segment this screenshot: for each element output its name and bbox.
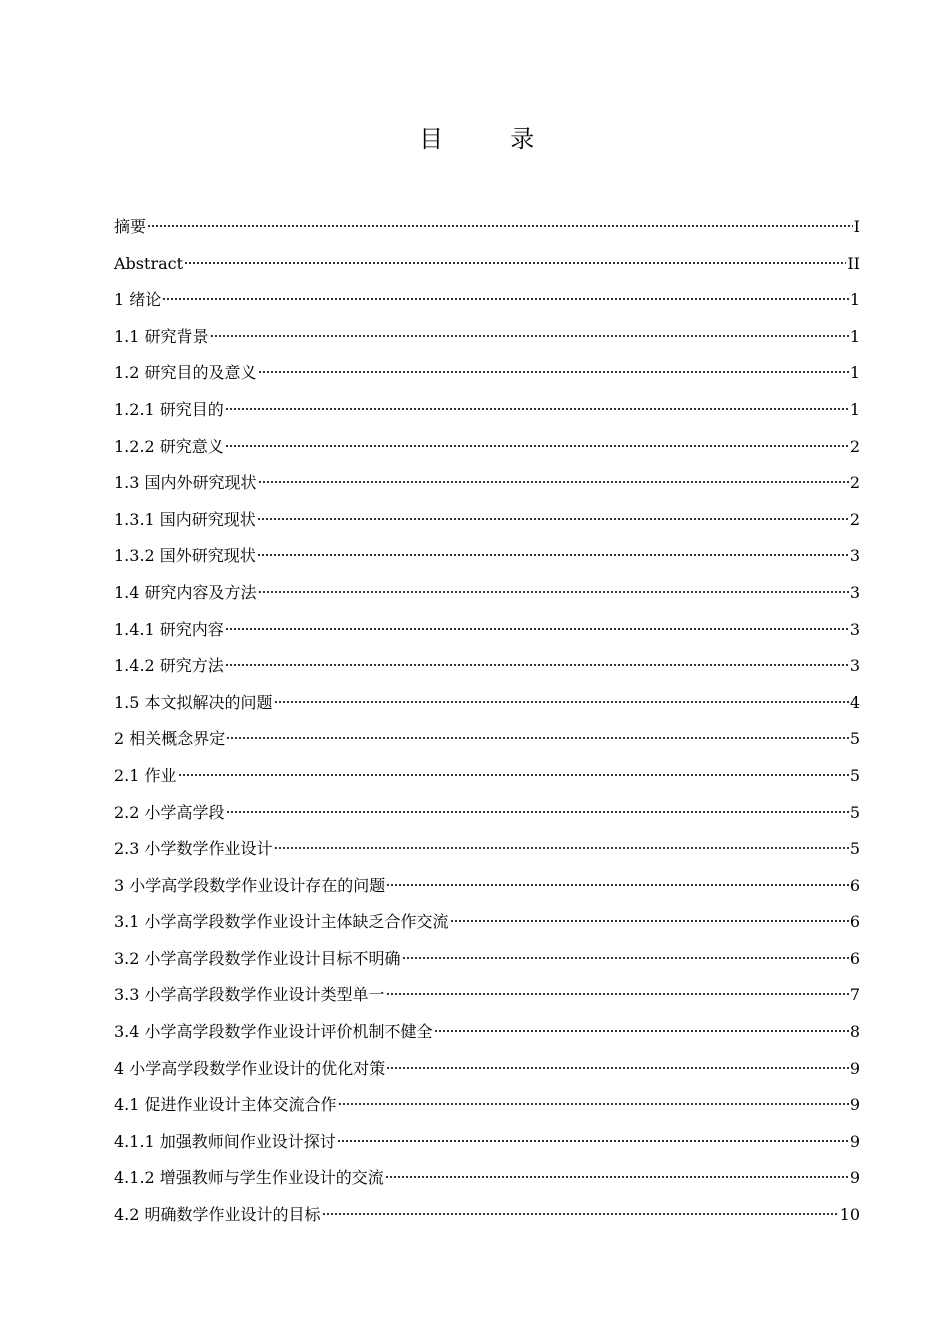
toc-entry-page: 9 (849, 1095, 860, 1115)
toc-entry-page: 9 (849, 1131, 860, 1151)
toc-entry-label: 3.1 小学高学段数学作业设计主体缺乏合作交流 (114, 912, 449, 932)
toc-entry-label: 3 小学高学段数学作业设计存在的问题 (114, 875, 386, 895)
toc-leader-dots (434, 1029, 849, 1033)
toc-leader-dots (225, 627, 849, 631)
toc-leader-dots (225, 663, 849, 667)
toc-entry-page: 6 (849, 875, 860, 895)
toc-leader-dots (402, 956, 849, 960)
toc-leader-dots (386, 1066, 849, 1070)
toc-leader-dots (385, 1175, 849, 1179)
toc-entry[interactable] (114, 868, 860, 905)
toc-entry[interactable] (114, 758, 860, 795)
toc-leader-dots (450, 919, 849, 923)
toc-leader-dots (210, 334, 849, 338)
toc-entry-label: 1.3 国内外研究现状 (114, 473, 257, 493)
toc-leader-dots (274, 846, 849, 850)
toc-entry-page: 5 (849, 765, 860, 785)
toc-entry-label: 1.5 本文拟解决的问题 (114, 692, 273, 712)
toc-entry[interactable] (114, 392, 860, 429)
toc-entry[interactable] (114, 319, 860, 356)
toc-entry-page: 10 (839, 1205, 860, 1225)
toc-entry-label: 摘要 (114, 217, 147, 236)
toc-entry-label: 1.4 研究内容及方法 (114, 582, 257, 602)
toc-leader-dots (225, 444, 849, 448)
toc-entry[interactable] (114, 1087, 860, 1124)
toc-leader-dots (386, 992, 849, 996)
toc-leader-dots (147, 224, 853, 228)
toc-entry-page: 1 (849, 363, 860, 383)
toc-entry[interactable] (114, 429, 860, 466)
toc-entry-label: 3.2 小学高学段数学作业设计目标不明确 (114, 948, 401, 968)
toc-entry-page: 1 (849, 326, 860, 346)
toc-leader-dots (258, 480, 849, 484)
toc-title: 目 录 (419, 125, 556, 153)
toc-leader-dots (226, 810, 849, 814)
toc-entry-page: 3 (849, 619, 860, 639)
toc-entry-label: 1.3.2 国外研究现状 (114, 546, 256, 566)
toc-entry-page: 9 (849, 1058, 860, 1078)
toc-entry-page: 3 (849, 656, 860, 676)
toc-entry-label: 1.3.1 国内研究现状 (114, 509, 256, 529)
toc-entry-label: 3.4 小学高学段数学作业设计评价机制不健全 (114, 1022, 433, 1042)
toc-leader-dots (225, 407, 849, 411)
toc-leader-dots (258, 590, 849, 594)
toc-entry-page: 5 (849, 802, 860, 822)
toc-entry[interactable] (114, 282, 860, 319)
toc-entry-label: 4.1.2 增强教师与学生作业设计的交流 (114, 1168, 384, 1188)
toc-entry-label: 1.2 研究目的及意义 (114, 363, 257, 383)
toc-entry-label: 4.2 明确数学作业设计的目标 (114, 1205, 321, 1225)
toc-entry[interactable] (114, 721, 860, 758)
toc-entry-label: 2.3 小学数学作业设计 (114, 839, 273, 859)
toc-entry-page: 2 (849, 509, 860, 529)
toc-entry-label: 4.1.1 加强教师间作业设计探讨 (114, 1131, 336, 1151)
toc-entry-page: 5 (849, 729, 860, 749)
toc-entry-page: 9 (849, 1168, 860, 1188)
toc-entry[interactable] (114, 1124, 860, 1161)
toc-entry-label: 1.1 研究背景 (114, 326, 209, 346)
toc-entry[interactable] (114, 977, 860, 1014)
toc-entry-label: 2.1 作业 (114, 765, 177, 785)
toc-entry[interactable] (114, 648, 860, 685)
toc-entry[interactable] (114, 575, 860, 612)
toc-entry-page: 6 (849, 948, 860, 968)
toc-entry-page: 5 (849, 839, 860, 859)
toc-entry-page: 2 (849, 473, 860, 493)
toc-leader-dots (386, 883, 849, 887)
toc-entry[interactable] (114, 465, 860, 502)
toc-entry[interactable] (114, 209, 860, 246)
toc-entry-page: 7 (849, 985, 860, 1005)
toc-entry-label: 1 绪论 (114, 290, 162, 310)
toc-entry-label: Abstract (114, 253, 184, 273)
toc-entry[interactable] (114, 612, 860, 649)
toc-leader-dots (274, 700, 849, 704)
toc-entry-page: 1 (849, 290, 860, 310)
toc-entry[interactable] (114, 355, 860, 392)
toc-entry-page: II (847, 253, 860, 273)
toc-leader-dots (257, 553, 849, 557)
toc-entry-label: 1.2.1 研究目的 (114, 399, 224, 419)
toc-leader-dots (162, 297, 849, 301)
toc-entry[interactable] (114, 1197, 860, 1234)
toc-leader-dots (178, 773, 849, 777)
toc-entry[interactable] (114, 941, 860, 978)
toc-leader-dots (257, 517, 849, 521)
toc-entry-label: 4.1 促进作业设计主体交流合作 (114, 1095, 337, 1115)
toc-entry[interactable] (114, 502, 860, 539)
toc-entry[interactable] (114, 538, 860, 575)
toc-entry-page: 8 (849, 1022, 860, 1042)
toc-entry-page: 3 (849, 546, 860, 566)
toc-entry-page: 4 (849, 692, 860, 712)
toc-entry-label: 1.4.1 研究内容 (114, 619, 224, 639)
toc-entry-label: 2.2 小学高学段 (114, 802, 225, 822)
toc-entry[interactable] (114, 1160, 860, 1197)
toc-list (114, 209, 860, 1234)
toc-leader-dots (258, 370, 849, 374)
toc-entry-label: 3.3 小学高学段数学作业设计类型单一 (114, 985, 385, 1005)
toc-entry-label: 1.4.2 研究方法 (114, 656, 224, 676)
toc-entry-label: 1.2.2 研究意义 (114, 436, 224, 456)
toc-entry[interactable] (114, 795, 860, 832)
toc-entry-page: 1 (849, 399, 860, 419)
toc-entry[interactable] (114, 904, 860, 941)
toc-entry-label: 4 小学高学段数学作业设计的优化对策 (114, 1058, 386, 1078)
toc-entry-label: 2 相关概念界定 (114, 729, 226, 749)
toc-leader-dots (184, 261, 846, 265)
toc-entry-page: 6 (849, 912, 860, 932)
toc-entry[interactable] (114, 246, 860, 283)
toc-leader-dots (226, 736, 849, 740)
toc-entry[interactable] (114, 831, 860, 868)
toc-leader-dots (322, 1212, 839, 1216)
toc-entry[interactable] (114, 1051, 860, 1088)
toc-leader-dots (337, 1139, 849, 1143)
toc-entry[interactable] (114, 685, 860, 722)
toc-entry-page: 2 (849, 436, 860, 456)
toc-entry-page: I (853, 217, 860, 236)
toc-leader-dots (338, 1102, 849, 1106)
toc-entry[interactable] (114, 1014, 860, 1051)
toc-entry-page: 3 (849, 582, 860, 602)
